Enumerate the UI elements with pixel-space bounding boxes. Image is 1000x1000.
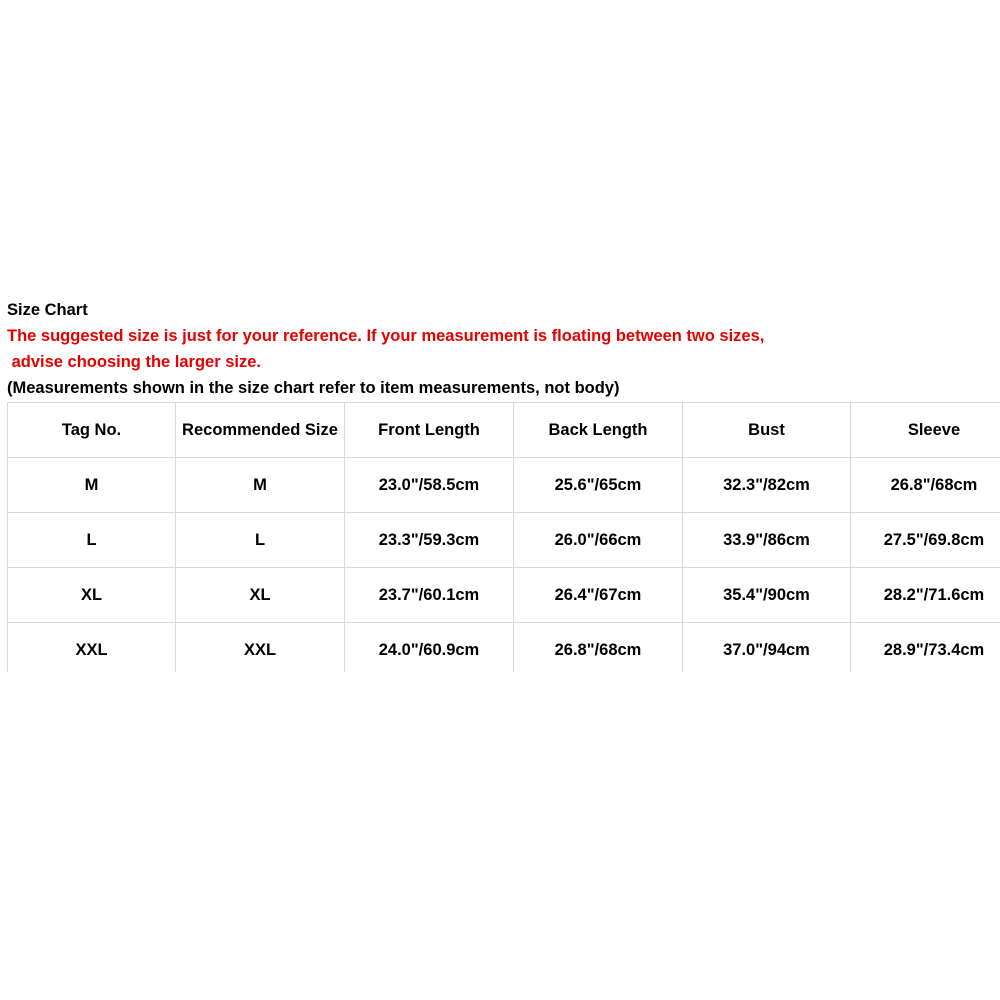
table-row — [8, 458, 1000, 513]
cell-front-length: 24.0"/60.9cm — [345, 623, 514, 673]
header-front-length: Front Length — [345, 403, 514, 458]
notice-line-1: The suggested size is just for your reference. If your measurement is floating between two sizes, — [7, 327, 765, 345]
size-chart-header — [7, 297, 997, 401]
notice-line-2: advise choosing the larger size. — [7, 353, 262, 371]
cell-tag-no: M — [8, 458, 176, 513]
header-back-length: Back Length — [514, 403, 683, 458]
cell-back-length: 26.0"/66cm — [514, 513, 683, 568]
cell-recommended-size: XXL — [176, 623, 345, 673]
cell-bust: 35.4"/90cm — [683, 568, 851, 623]
size-table-container — [7, 402, 1000, 672]
cell-bust: 32.3"/82cm — [683, 458, 851, 513]
table-row — [8, 623, 1000, 673]
page-title: Size Chart — [7, 301, 88, 319]
cell-tag-no: XL — [8, 568, 176, 623]
cell-recommended-size: XL — [176, 568, 345, 623]
cell-front-length: 23.3"/59.3cm — [345, 513, 514, 568]
cell-bust: 37.0"/94cm — [683, 623, 851, 673]
cell-tag-no: XXL — [8, 623, 176, 673]
cell-front-length: 23.0"/58.5cm — [345, 458, 514, 513]
size-table — [7, 402, 1000, 672]
cell-sleeve: 28.9"/73.4cm — [851, 623, 1000, 673]
table-row — [8, 568, 1000, 623]
table-header-row — [8, 403, 1000, 458]
cell-sleeve: 26.8"/68cm — [851, 458, 1000, 513]
header-bust: Bust — [683, 403, 851, 458]
cell-tag-no: L — [8, 513, 176, 568]
cell-front-length: 23.7"/60.1cm — [345, 568, 514, 623]
cell-sleeve: 27.5"/69.8cm — [851, 513, 1000, 568]
cell-back-length: 26.4"/67cm — [514, 568, 683, 623]
header-recommended-size: Recommended Size — [176, 403, 345, 458]
cell-back-length: 26.8"/68cm — [514, 623, 683, 673]
header-tag-no: Tag No. — [8, 403, 176, 458]
cell-recommended-size: M — [176, 458, 345, 513]
table-row — [8, 513, 1000, 568]
cell-bust: 33.9"/86cm — [683, 513, 851, 568]
cell-sleeve: 28.2"/71.6cm — [851, 568, 1000, 623]
cell-recommended-size: L — [176, 513, 345, 568]
measurement-note: (Measurements shown in the size chart refer to item measurements, not body) — [7, 379, 620, 397]
cell-back-length: 25.6"/65cm — [514, 458, 683, 513]
header-sleeve: Sleeve — [851, 403, 1000, 458]
